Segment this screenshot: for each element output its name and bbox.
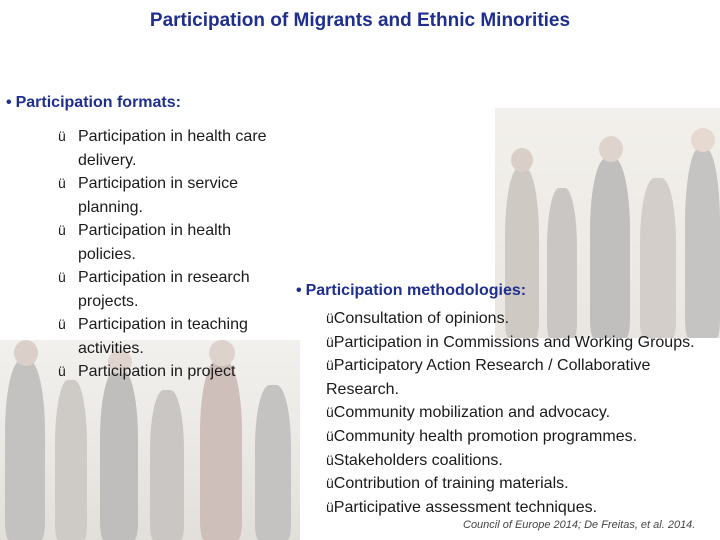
- methodologies-heading: [296, 282, 526, 300]
- check-icon: ü: [326, 357, 334, 374]
- formats-list: [58, 125, 288, 384]
- list-item: [326, 331, 716, 355]
- check-icon: ü: [326, 333, 334, 350]
- check-icon: ü: [58, 128, 66, 144]
- list-item: [58, 360, 288, 384]
- methodologies-list: [326, 307, 716, 519]
- list-item: [58, 266, 288, 313]
- list-item: [58, 172, 288, 219]
- list-item-text: Participative assessment techniques.: [333, 498, 598, 516]
- check-icon: ü: [326, 404, 334, 421]
- list-item: [58, 125, 288, 172]
- list-item-text: Participation in health policies.: [78, 222, 231, 263]
- check-icon: ü: [326, 475, 334, 492]
- list-item: [58, 219, 288, 266]
- check-icon: ü: [58, 175, 66, 191]
- list-item-text: Participation in teaching activities.: [78, 316, 248, 357]
- list-item: [326, 401, 716, 425]
- slide-title: Participation of Migrants and Ethnic Minorities: [149, 10, 571, 31]
- list-item-text: Consultation of opinions.: [333, 310, 510, 327]
- check-icon: ü: [326, 427, 334, 444]
- list-item: [326, 354, 716, 401]
- check-icon: ü: [326, 310, 334, 326]
- check-icon: ü: [58, 316, 66, 332]
- list-item: [326, 449, 716, 473]
- list-item-text: Participatory Action Research / Collaborative Research.: [326, 357, 651, 398]
- list-item-text: Participation in health care delivery.: [78, 128, 267, 169]
- list-item-text: Participation in project: [78, 363, 236, 380]
- bullet-icon: •: [296, 282, 302, 299]
- methodologies-heading-text: Participation methodologies:: [305, 282, 527, 299]
- list-item-text: Community health promotion programmes.: [333, 427, 638, 445]
- check-icon: ü: [58, 363, 66, 379]
- list-item-text: Stakeholders coalitions.: [333, 451, 503, 469]
- formats-heading-text: Participation formats:: [15, 94, 181, 111]
- list-item: [58, 313, 288, 360]
- check-icon: ü: [326, 451, 334, 468]
- list-item: [326, 307, 716, 331]
- list-item-text: Participation in research projects.: [78, 269, 250, 310]
- list-item-text: Contribution of training materials.: [333, 475, 569, 493]
- check-icon: ü: [58, 269, 66, 285]
- citation: Council of Europe 2014; De Freitas, et al. 2014.: [463, 519, 696, 531]
- list-item: [326, 472, 716, 496]
- formats-heading: [6, 94, 181, 112]
- crowd-photo-right: [495, 108, 720, 338]
- bullet-icon: •: [6, 94, 12, 111]
- check-icon: ü: [58, 222, 66, 238]
- list-item: [326, 496, 716, 520]
- check-icon: ü: [326, 498, 334, 515]
- list-item-text: Community mobilization and advocacy.: [333, 404, 611, 422]
- list-item-text: Participation in service planning.: [78, 175, 239, 216]
- list-item: [326, 425, 716, 449]
- list-item-text: Participation in Commissions and Working Groups.: [333, 333, 695, 351]
